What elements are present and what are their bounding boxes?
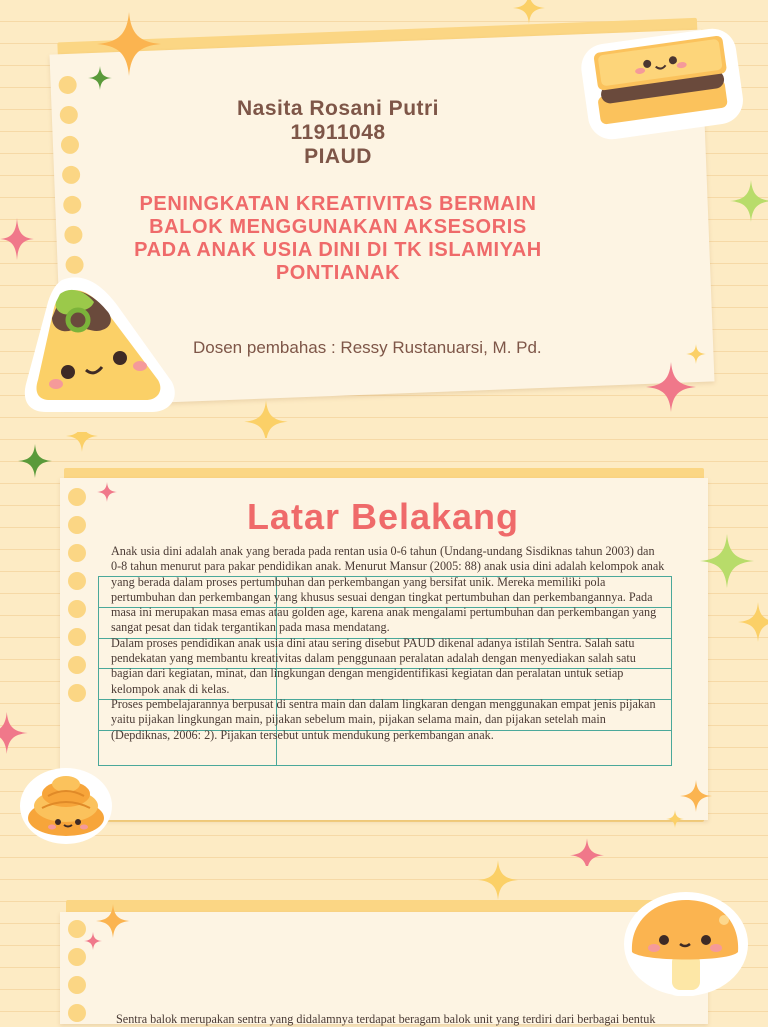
slide-sentra [0, 880, 768, 1024]
sparkle-icon [686, 344, 706, 364]
author-name: Nasita Rosani Putri [236, 97, 440, 120]
author-block [138, 97, 538, 169]
sparkle-icon [666, 810, 684, 828]
sparkle-icon [0, 218, 34, 260]
sparkle-icon [570, 838, 604, 866]
thesis-title-line: PENINGKATAN KREATIVITAS BERMAIN [139, 193, 537, 215]
body-text: Sentra balok merupakan sentra yang didalamnya terdapat beragam balok unit yang terdiri dari berbagai bentuk [116, 1012, 656, 1026]
paragraph: Proses pembelajarannya berpusat di sentra main dan dalam lingkaran dengan menggunakan empat jenis pijakan yaitu pijakan lingkungan main, pijakan sebelum main, pijakan selama main, dan pijakan setelah main (Depdiknas, 2006: 2). Pijakan tersebut untuk mendukung perkembangan anak. [111, 696, 656, 742]
section-heading: Latar Belakang [246, 496, 520, 537]
slide-title [0, 0, 768, 440]
nacho-sticker [22, 272, 184, 420]
sparkle-icon [680, 780, 712, 812]
sparkle-icon [513, 0, 545, 24]
student-id: 11911048 [290, 121, 386, 144]
slide-background [0, 440, 768, 880]
sparkle-icon [730, 180, 768, 222]
thesis-title-line: PONTIANAK [275, 262, 401, 284]
binder-holes [57, 54, 77, 55]
thesis-title-line: BALOK MENGGUNAKAN AKSESORIS [149, 216, 527, 238]
program-name: PIAUD [304, 145, 372, 168]
mushroom-sticker [620, 890, 750, 1008]
smores-sticker [578, 22, 746, 144]
body-text [111, 544, 667, 743]
lecturer-line: Dosen pembahas : Ressy Rustanuarsi, M. Pd. [193, 338, 542, 357]
paragraph: Anak usia dini adalah anak yang berada pada rentan usia 0-6 tahun (Undang-undang Sisdiknas tahun 2003) dan 0-8 tahun menurut para pakar pendidikan anak. Menurut Mansur (2005: 88) anak usia dini adalah kelompok anak yang berada dalam proses pertumbuhan dan perkembangan yang bersifat unik. Mereka memiliki pola pertumbuhan dan perkembangan yang khusus sesuai dengan tingkat pertumbuhan dan perkembangannya. Pada masa ini merupakan masa emas atau golden age, karena anak mengalami pertumbuhan dan perkembangan yang sangat pesat dan tidak tergantikan pada masa mendatang. [111, 544, 665, 635]
sparkle-icon [88, 66, 112, 90]
sparkle-icon [18, 444, 52, 478]
thesis-title-line: PADA ANAK USIA DINI DI TK ISLAMIYAH [134, 239, 542, 261]
sentra-card [60, 912, 708, 1024]
sparkle-icon [738, 600, 768, 644]
sparkle-icon [84, 932, 102, 950]
sparkle-icon [700, 534, 754, 588]
sparkle-icon [244, 400, 288, 438]
sparkle-icon [97, 482, 117, 502]
paragraph: Dalam proses pendidikan anak usia dini atau sering disebut PAUD dikenal adanya istilah Sentra. Salah satu pendekatan yang membantu kreativitas dalam penggunaan peralatan adalah dengan menyediakan salah satu bagian dari kegiatan, minat, dan lingkungan dengan mengidentifikasi kegiatan dan peralatan untuk setiap kelompok anak di kelas. [111, 635, 636, 696]
sparkle-icon [0, 712, 28, 754]
sparkle-icon [646, 362, 696, 412]
cinnamon-roll-sticker [18, 762, 114, 846]
